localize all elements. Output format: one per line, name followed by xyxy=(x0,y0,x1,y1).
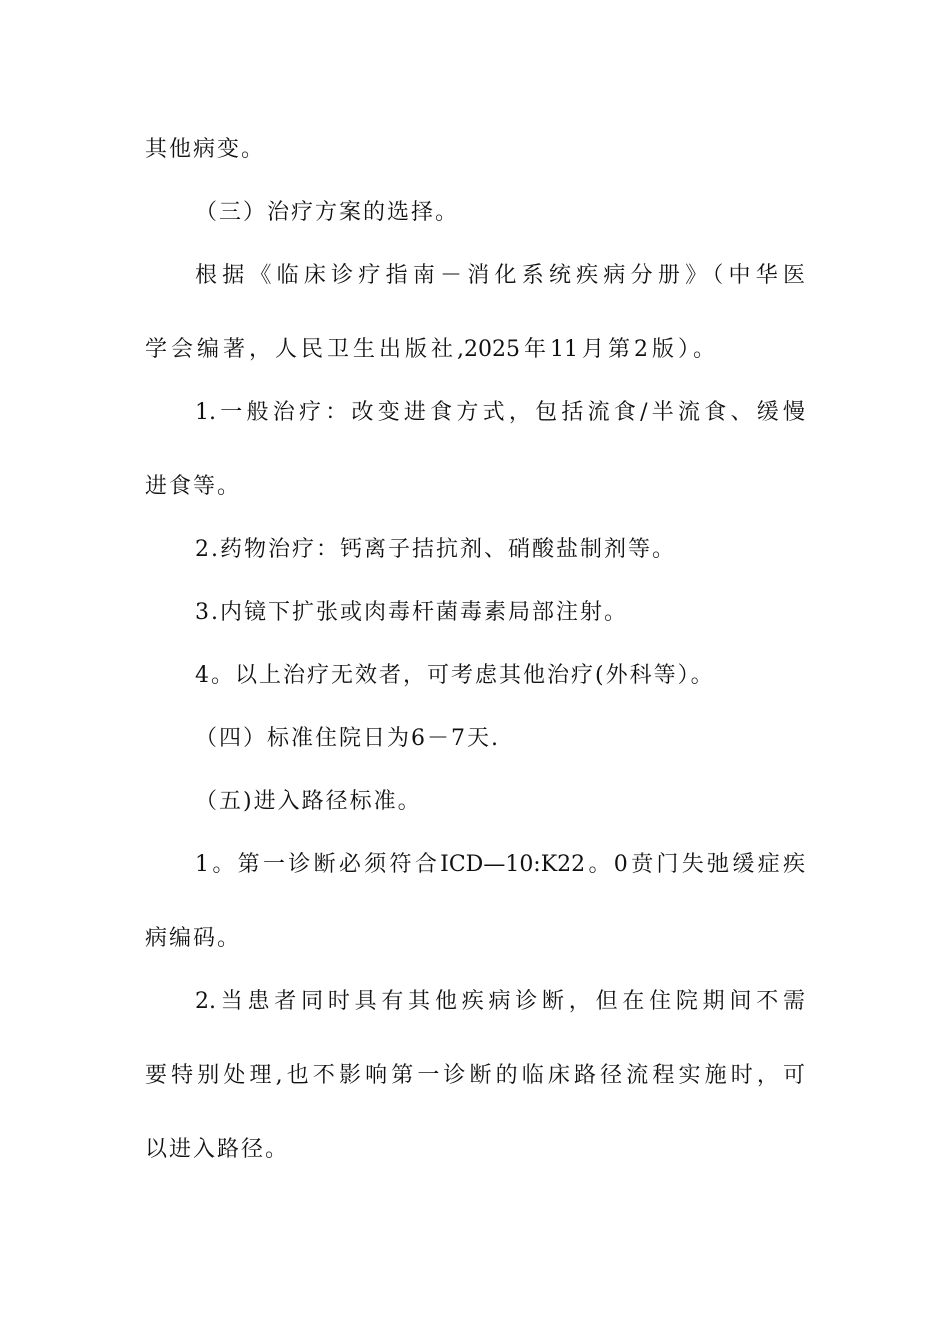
list-item: 2.药物治疗：钙离子拮抗剂、硝酸盐制剂等。 xyxy=(195,537,676,562)
text-line: 学会编著，人民卫生出版社,2025年11月第2版）。 xyxy=(145,337,715,362)
text-line: 其他病变。 xyxy=(145,137,266,162)
text-line: 根据《临床诊疗指南－消化系统疾病分册》（中华医 xyxy=(195,263,805,288)
section-heading: （四）标准住院日为6－7天. xyxy=(195,726,500,751)
list-item: 2.当患者同时具有其他疾病诊断，但在住院期间不需 xyxy=(195,989,805,1014)
list-item: 3.内镜下扩张或肉毒杆菌毒素局部注射。 xyxy=(195,600,628,625)
text-line: 以进入路径。 xyxy=(145,1137,290,1162)
text-line: 进食等。 xyxy=(145,474,242,499)
list-item: 4。以上治疗无效者，可考虑其他治疗(外科等）。 xyxy=(195,663,715,688)
section-heading: （三）治疗方案的选择。 xyxy=(195,200,460,225)
section-heading: （五)进入路径标准。 xyxy=(195,789,422,814)
list-item: 1.一般治疗：改变进食方式，包括流食/半流食、缓慢 xyxy=(195,400,805,425)
text-line: 要特别处理,也不影响第一诊断的临床路径流程实施时，可 xyxy=(145,1063,805,1088)
list-item: 1。第一诊断必须符合ICD—10:K22。0贲门失弛缓症疾 xyxy=(195,852,805,877)
text-line: 病编码。 xyxy=(145,926,242,951)
